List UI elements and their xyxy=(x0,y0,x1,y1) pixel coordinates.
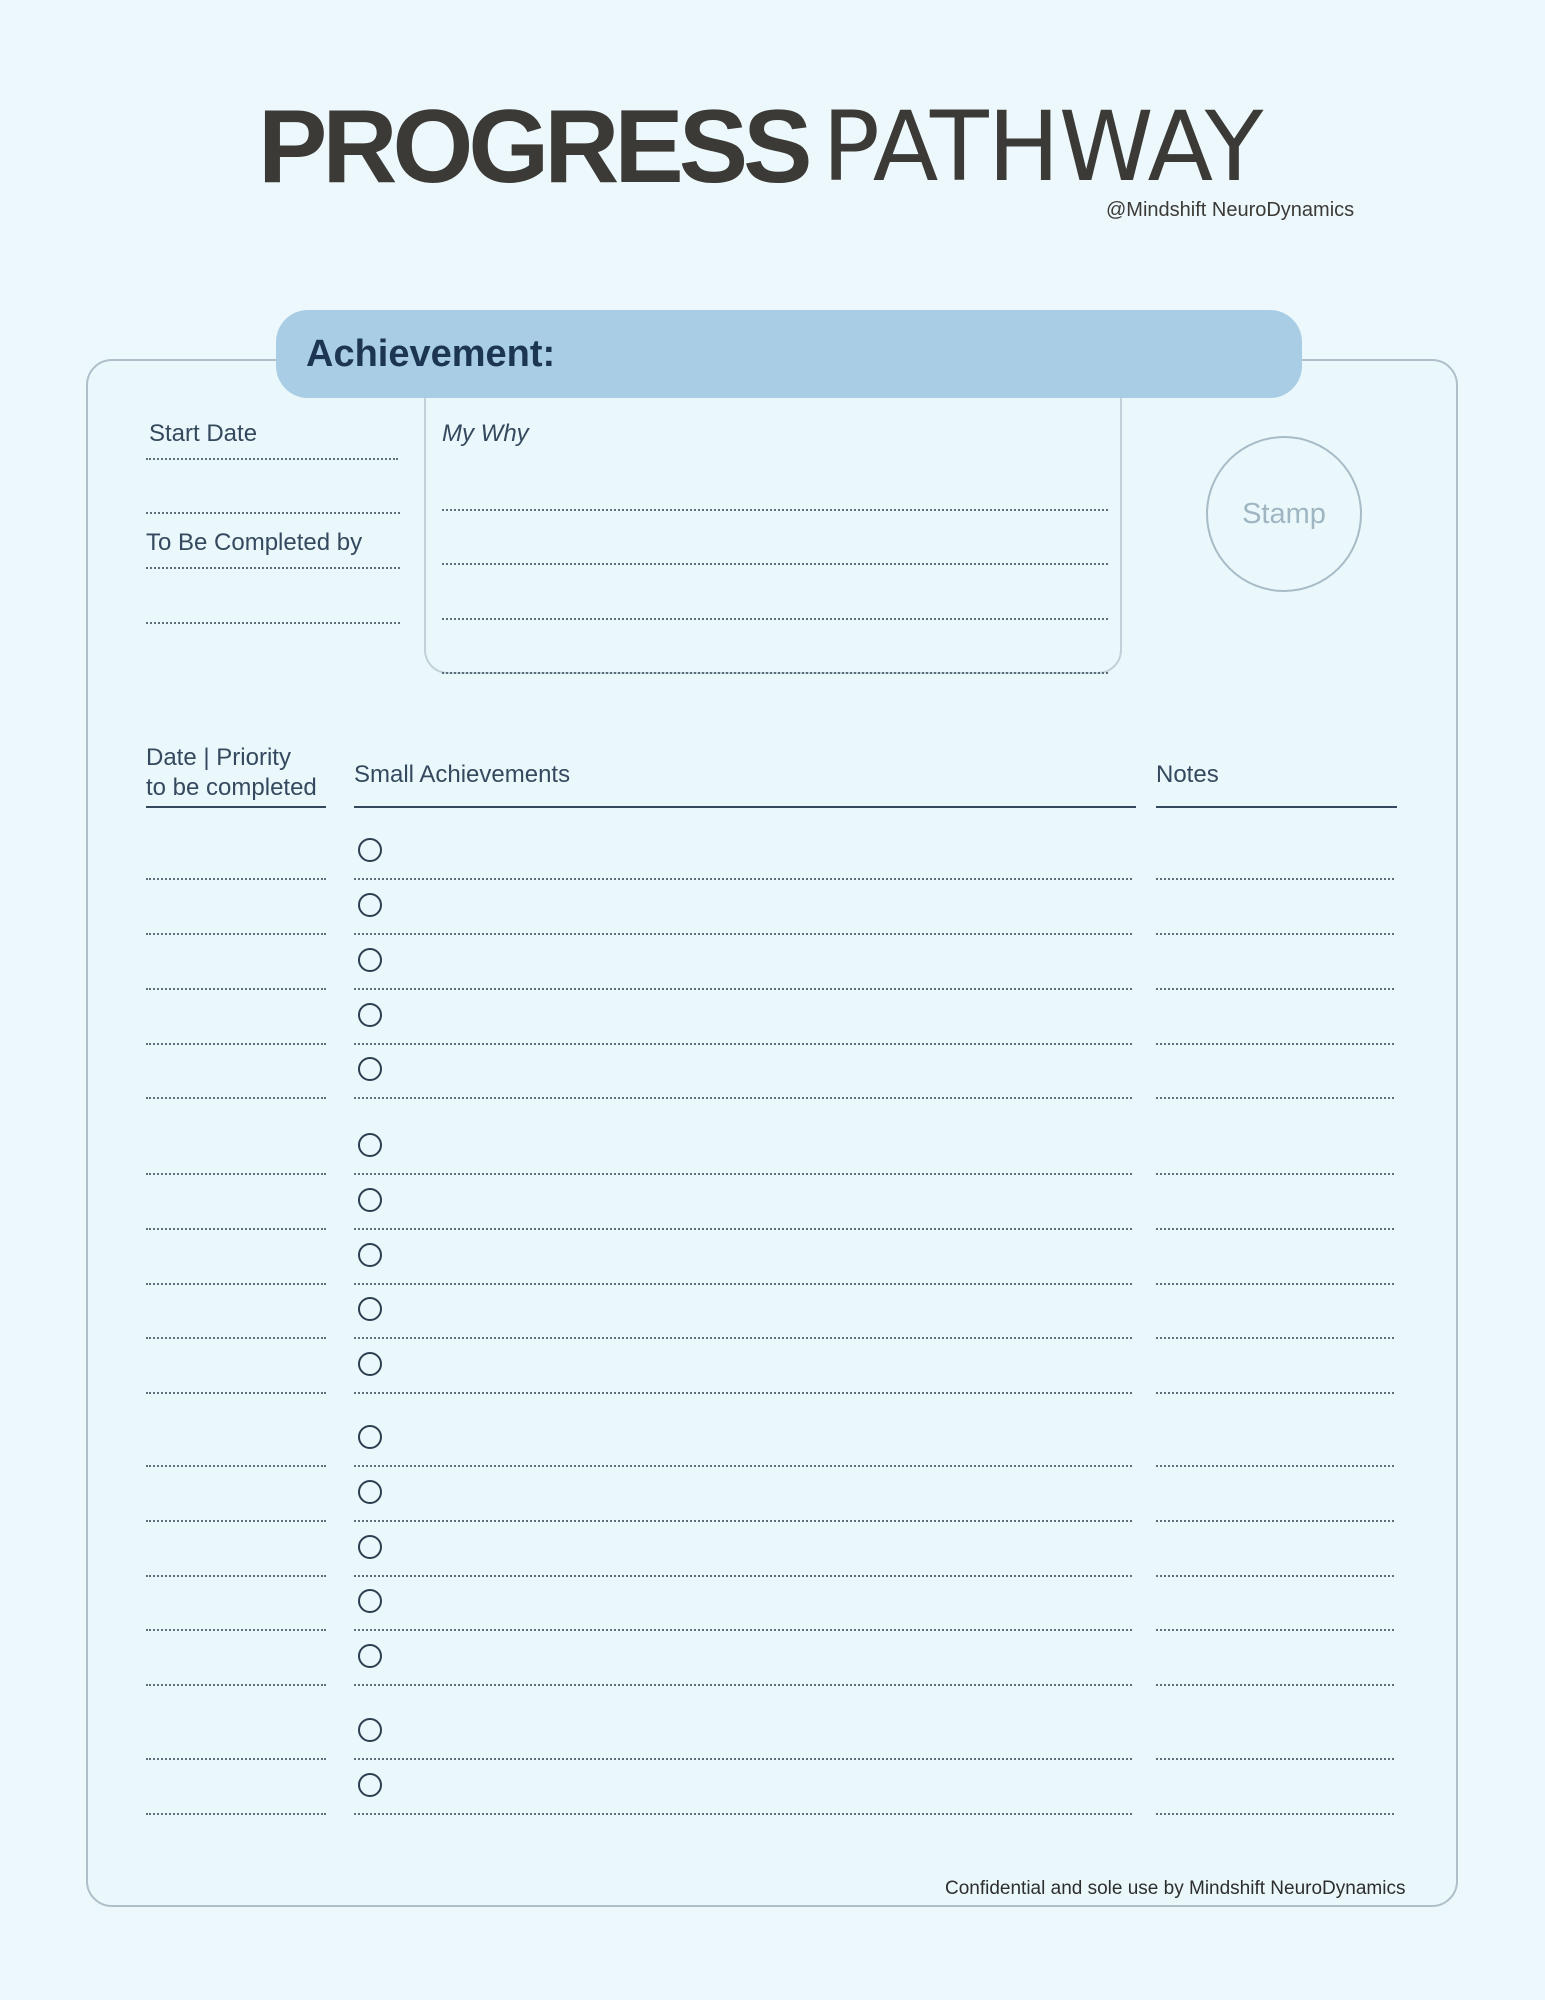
stamp-label: Stamp xyxy=(1242,497,1326,530)
date-priority-field[interactable] xyxy=(146,1629,326,1631)
my-why-line[interactable] xyxy=(442,618,1108,620)
date-priority-field[interactable] xyxy=(146,1575,326,1577)
date-priority-field[interactable] xyxy=(146,1520,326,1522)
title-bold: PROGRESS xyxy=(258,89,808,205)
date-priority-field[interactable] xyxy=(146,1813,326,1815)
checkbox-circle[interactable] xyxy=(358,1589,382,1613)
date-priority-header-line1: Date | Priority xyxy=(146,744,291,771)
notes-field[interactable] xyxy=(1156,1575,1394,1577)
achievement-label: Achievement: xyxy=(306,333,556,375)
complete-by-line xyxy=(146,567,400,569)
small-achievement-field[interactable] xyxy=(354,1043,1132,1045)
checkbox-circle[interactable] xyxy=(358,838,382,862)
small-achievements-rule xyxy=(354,806,1136,808)
small-achievement-field[interactable] xyxy=(354,1173,1132,1175)
page-title xyxy=(0,89,1545,205)
footer-note: Confidential and sole use by Mindshift NeuroDynamics xyxy=(945,1878,1406,1899)
checkbox-circle[interactable] xyxy=(358,1535,382,1559)
date-priority-field[interactable] xyxy=(146,1228,326,1230)
title-light: PATHWAY xyxy=(822,91,1263,203)
notes-field[interactable] xyxy=(1156,933,1394,935)
notes-field[interactable] xyxy=(1156,1465,1394,1467)
small-achievement-field[interactable] xyxy=(354,878,1132,880)
notes-field[interactable] xyxy=(1156,988,1394,990)
checkbox-circle[interactable] xyxy=(358,1718,382,1742)
small-achievement-field[interactable] xyxy=(354,988,1132,990)
my-why-line[interactable] xyxy=(442,672,1108,674)
date-priority-header xyxy=(146,743,317,803)
small-achievement-field[interactable] xyxy=(354,1392,1132,1394)
checkbox-circle[interactable] xyxy=(358,1243,382,1267)
date-priority-field[interactable] xyxy=(146,1684,326,1686)
complete-by-label: To Be Completed by xyxy=(146,529,363,556)
small-achievement-field[interactable] xyxy=(354,1228,1132,1230)
checkbox-circle[interactable] xyxy=(358,1425,382,1449)
small-achievement-field[interactable] xyxy=(354,1465,1132,1467)
start-date-label: Start Date xyxy=(149,420,258,447)
checkbox-circle[interactable] xyxy=(358,948,382,972)
checkbox-circle[interactable] xyxy=(358,1188,382,1212)
small-achievement-field[interactable] xyxy=(354,1520,1132,1522)
small-achievement-field[interactable] xyxy=(354,1629,1132,1631)
date-priority-field[interactable] xyxy=(146,1043,326,1045)
notes-field[interactable] xyxy=(1156,878,1394,880)
notes-field[interactable] xyxy=(1156,1173,1394,1175)
date-priority-header-line2: to be completed xyxy=(146,774,317,801)
date-priority-field[interactable] xyxy=(146,1173,326,1175)
small-achievement-field[interactable] xyxy=(354,1575,1132,1577)
start-date-line xyxy=(146,458,398,460)
small-achievement-field[interactable] xyxy=(354,1283,1132,1285)
start-date-field[interactable] xyxy=(146,512,400,514)
small-achievement-field[interactable] xyxy=(354,1097,1132,1099)
date-priority-field[interactable] xyxy=(146,878,326,880)
notes-field[interactable] xyxy=(1156,1097,1394,1099)
date-priority-field[interactable] xyxy=(146,1283,326,1285)
my-why-label: My Why xyxy=(442,420,529,447)
notes-field[interactable] xyxy=(1156,1392,1394,1394)
checkbox-circle[interactable] xyxy=(358,1644,382,1668)
achievement-banner xyxy=(276,310,1302,398)
notes-rule xyxy=(1156,806,1397,808)
checkbox-circle[interactable] xyxy=(358,1480,382,1504)
notes-field[interactable] xyxy=(1156,1684,1394,1686)
notes-header: Notes xyxy=(1156,761,1219,788)
date-priority-field[interactable] xyxy=(146,1758,326,1760)
notes-field[interactable] xyxy=(1156,1629,1394,1631)
date-priority-field[interactable] xyxy=(146,1097,326,1099)
notes-field[interactable] xyxy=(1156,1283,1394,1285)
small-achievement-field[interactable] xyxy=(354,1758,1132,1760)
checkbox-circle[interactable] xyxy=(358,1773,382,1797)
date-priority-field[interactable] xyxy=(146,988,326,990)
checkbox-circle[interactable] xyxy=(358,1057,382,1081)
checkbox-circle[interactable] xyxy=(358,893,382,917)
notes-field[interactable] xyxy=(1156,1813,1394,1815)
date-priority-field[interactable] xyxy=(146,1465,326,1467)
small-achievement-field[interactable] xyxy=(354,1684,1132,1686)
brand-handle: @Mindshift NeuroDynamics xyxy=(1106,199,1355,221)
notes-field[interactable] xyxy=(1156,1520,1394,1522)
my-why-line[interactable] xyxy=(442,563,1108,565)
notes-field[interactable] xyxy=(1156,1043,1394,1045)
notes-field[interactable] xyxy=(1156,1337,1394,1339)
date-priority-rule xyxy=(146,806,326,808)
small-achievement-field[interactable] xyxy=(354,1813,1132,1815)
small-achievement-field[interactable] xyxy=(354,933,1132,935)
checkbox-circle[interactable] xyxy=(358,1133,382,1157)
date-priority-field[interactable] xyxy=(146,1392,326,1394)
date-priority-field[interactable] xyxy=(146,933,326,935)
complete-by-field[interactable] xyxy=(146,622,400,624)
notes-field[interactable] xyxy=(1156,1228,1394,1230)
checkbox-circle[interactable] xyxy=(358,1297,382,1321)
checkbox-circle[interactable] xyxy=(358,1003,382,1027)
notes-field[interactable] xyxy=(1156,1758,1394,1760)
my-why-line[interactable] xyxy=(442,509,1108,511)
stamp-circle xyxy=(1206,436,1362,592)
small-achievement-field[interactable] xyxy=(354,1337,1132,1339)
small-achievements-header: Small Achievements xyxy=(354,761,571,788)
date-priority-field[interactable] xyxy=(146,1337,326,1339)
checkbox-circle[interactable] xyxy=(358,1352,382,1376)
